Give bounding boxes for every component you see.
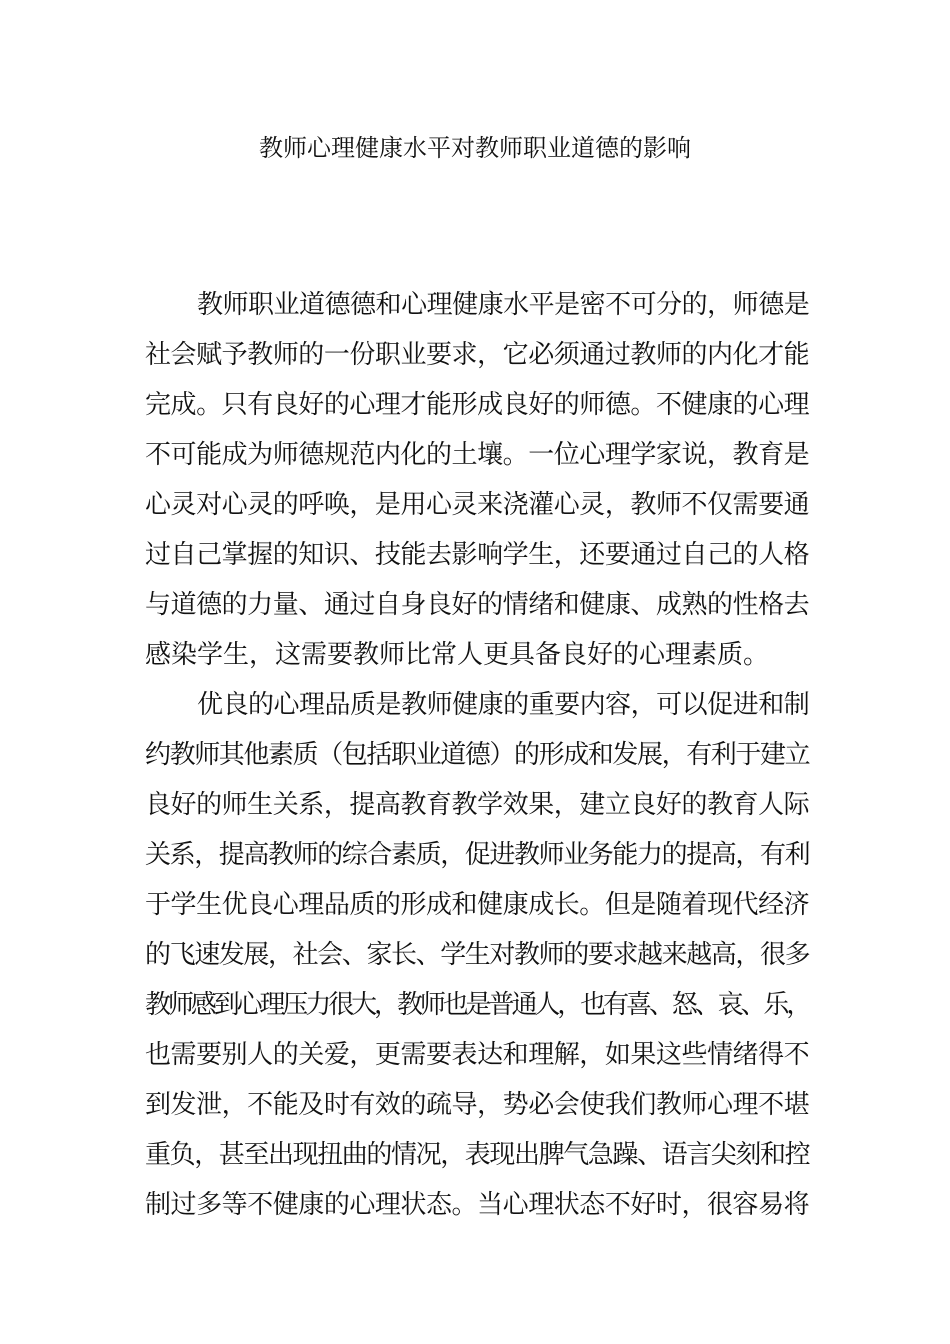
paragraph-line: 完成。只有良好的心理才能形成良好的师德。不健康的心理 [145, 390, 809, 420]
paragraph-line: 过自己掌握的知识、技能去影响学生，还要通过自己的人格 [145, 540, 809, 570]
paragraph-line: 到发泄，不能及时有效的疏导，势必会使我们教师心理不堪 [145, 1090, 809, 1120]
paragraph-line: 不可能成为师德规范内化的土壤。一位心理学家说，教育是 [145, 440, 809, 470]
paragraph-line: 重负，甚至出现扭曲的情况，表现出脾气急躁、语言尖刻和控 [145, 1140, 809, 1170]
paragraph-line: 的飞速发展，社会、家长、学生对教师的要求越来越高，很多 [145, 940, 809, 970]
paragraph-2 [145, 680, 809, 1230]
paragraph-line: 也需要别人的关爱，更需要表达和理解，如果这些情绪得不 [145, 1040, 809, 1070]
paragraph-line: 教师职业道德德和心理健康水平是密不可分的，师德是 [197, 290, 809, 320]
paragraph-line: 与道德的力量、通过自身良好的情绪和健康、成熟的性格去 [145, 590, 809, 620]
paragraph-line: 关系，提高教师的综合素质，促进教师业务能力的提高，有利 [145, 840, 809, 870]
paragraph-line: 感染学生，这需要教师比常人更具备良好的心理素质。 [145, 640, 770, 670]
document-body [145, 280, 809, 1230]
document-title: 教师心理健康水平对教师职业道德的影响 [259, 134, 691, 162]
paragraph-line: 于学生优良心理品质的形成和健康成长。但是随着现代经济 [145, 890, 809, 920]
paragraph-line: 约教师其他素质（包括职业道德）的形成和发展，有利于建立 [145, 740, 809, 770]
paragraph-line: 心灵对心灵的呼唤，是用心灵来浇灌心灵，教师不仅需要通 [145, 490, 809, 520]
paragraph-line: 教师感到心理压力很大，教师也是普通人，也有喜、怒、哀、乐， [145, 990, 809, 1020]
paragraph-line: 优良的心理品质是教师健康的重要内容，可以促进和制 [197, 690, 809, 720]
paragraph-line: 社会赋予教师的一份职业要求，它必须通过教师的内化才能 [145, 340, 809, 370]
paragraph-line: 制过多等不健康的心理状态。当心理状态不好时，很容易将 [145, 1190, 809, 1220]
paragraph-line: 良好的师生关系，提高教育教学效果，建立良好的教育人际 [145, 790, 809, 820]
paragraph-1 [145, 280, 809, 680]
